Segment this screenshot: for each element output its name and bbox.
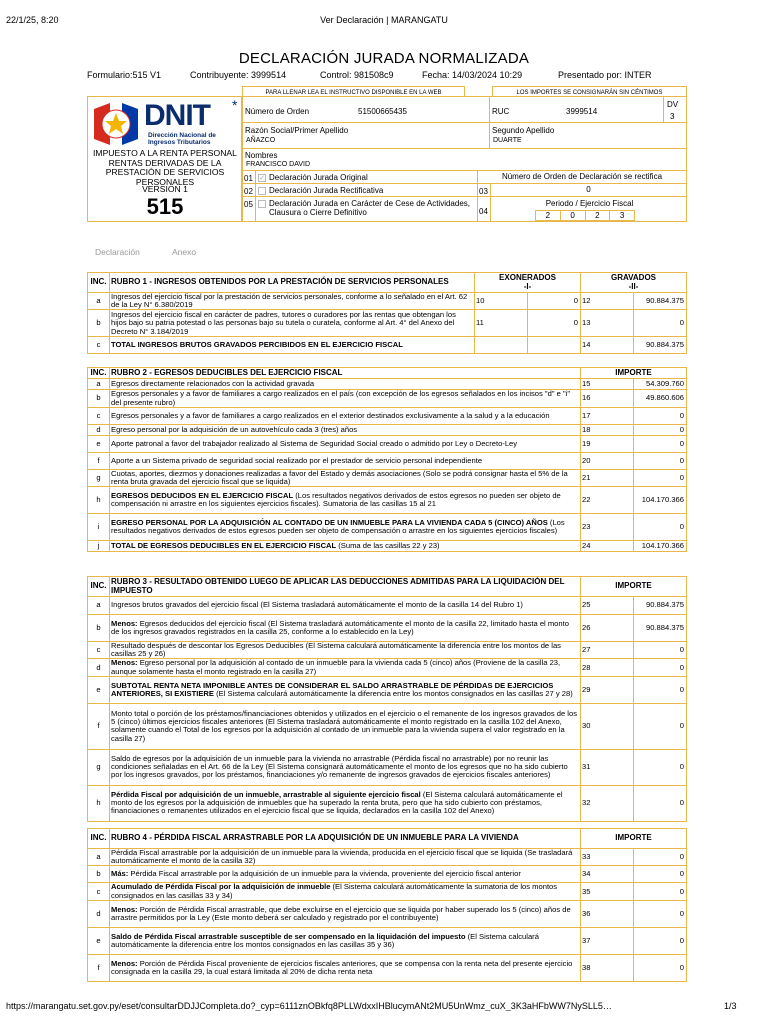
casilla-number: 29 xyxy=(581,676,634,703)
notice-importes: LOS IMPORTES SE CONSIGNARÁN SIN CÉNTIMOS xyxy=(516,90,663,96)
row-description-text: Egresos personales y a favor de familiares a cargo realizados en el país (con excepción de los egresos señalados en los incisos "d" e "i" del presente rubro) xyxy=(111,389,571,407)
table-row xyxy=(88,379,687,390)
row-description-bold: EGRESO PERSONAL POR LA ADQUISICIÓN AL CONTADO DE UN INMUEBLE PARA LA VIVIENDA CADA 5 (CINCO) AÑOS xyxy=(111,518,548,528)
row-description-text: Resultado después de descontar los Egresos Deducibles (El Sistema calculará automáticamente la diferencia entre los montos de las casillas 25 y 26) xyxy=(111,641,561,659)
row-description xyxy=(110,470,581,487)
casilla-number: 18 xyxy=(581,425,634,436)
row-description xyxy=(110,425,581,436)
row-description-text: (Suma de las casillas 22 y 23) xyxy=(336,541,440,551)
code-02: 02 xyxy=(244,187,253,196)
casilla-number: 15 xyxy=(581,379,634,390)
row-letter: e xyxy=(88,676,110,703)
casilla-number: 21 xyxy=(581,470,634,487)
table-row xyxy=(88,703,687,749)
table-row xyxy=(88,749,687,785)
logo-panel xyxy=(87,96,242,222)
row-description xyxy=(110,849,581,866)
row-description xyxy=(110,642,581,659)
table-row xyxy=(88,436,687,453)
tab-declaracion[interactable]: Declaración xyxy=(95,247,140,257)
rubro-3-title: RUBRO 3 - RESULTADO OBTENIDO LUEGO DE APLICAR LAS DEDUCCIONES ADMITIDAS PARA LA LIQUIDACIÓN DEL IMPUESTO xyxy=(110,577,581,597)
row-description-text: Aporte patronal a favor del trabajador realizado al Sistema de Seguridad Social creado o admitido por Ley o Decreto-Ley xyxy=(111,438,518,448)
table-row xyxy=(88,785,687,821)
meta-fecha: Fecha: 14/03/2024 10:29 xyxy=(422,70,523,80)
casilla-value: 0 xyxy=(634,849,687,866)
row-description xyxy=(110,541,581,552)
row-description-text: Monto total o porción de los préstamos/financiaciones obtenidos y utilizados en el ejercicio o el remanente de los ingresos gravados de los 5 (cinco) últimos ejercicios fiscales anteriores (El Sistema trasladará automáticamente el monto registrado en la casilla 102 del Anexo, solamente cuando el Total de los egresos por la adquisición al contado de un inmueble para la vivienda supera el valor registrado en la casilla 27) xyxy=(111,708,578,743)
logo-subtitle-1: Dirección Nacional de xyxy=(148,132,216,139)
row-letter: c xyxy=(88,883,110,900)
casilla-number: 14 xyxy=(581,337,634,354)
print-page-number: 1/3 xyxy=(724,1001,737,1011)
table-row xyxy=(88,883,687,900)
casilla-value: 90.884.375 xyxy=(634,293,687,310)
check-original[interactable] xyxy=(255,170,478,184)
casilla-number: 35 xyxy=(581,883,634,900)
casilla-value: 0 xyxy=(634,659,687,676)
check-rectificativa-label: Declaración Jurada Rectificativa xyxy=(269,186,384,195)
casilla-number: 22 xyxy=(581,487,634,514)
row-description-bold: Menos: xyxy=(111,658,138,668)
casilla-value: 0 xyxy=(634,883,687,900)
importe-header: IMPORTE xyxy=(581,368,687,379)
row-description-text: Egresos directamente relacionados con la actividad gravada xyxy=(111,378,315,388)
inc-header: INC. xyxy=(88,368,110,379)
row-letter: e xyxy=(88,927,110,954)
casilla-number: 31 xyxy=(581,749,634,785)
table-row xyxy=(88,337,687,354)
rubro-4-title: RUBRO 4 - PÉRDIDA FISCAL ARRASTRABLE POR LA ADQUISICIÓN DE UN INMUEBLE PARA LA VIVIENDA xyxy=(110,829,581,849)
row-description xyxy=(110,408,581,425)
casilla-value xyxy=(528,337,581,354)
form-number: 515 xyxy=(146,194,184,219)
row-description xyxy=(110,337,475,354)
orden-label: Número de Orden xyxy=(245,107,310,116)
checkbox-empty-icon xyxy=(258,200,266,208)
table-row xyxy=(88,310,687,337)
row-description xyxy=(110,615,581,642)
casilla-value: 0 xyxy=(634,749,687,785)
rubro-2-table xyxy=(87,367,687,552)
checkbox-empty-icon xyxy=(258,187,266,195)
segundo-apellido-label: Segundo Apellido xyxy=(492,126,555,135)
rubro-2-title: RUBRO 2 - EGRESOS DEDUCIBLES DEL EJERCICIO FISCAL xyxy=(110,368,581,379)
rubro-3-table xyxy=(87,576,687,822)
row-description xyxy=(110,676,581,703)
row-description-text: Aporte a un Sistema privado de seguridad social realizado por el prestador de servicio personal independiente xyxy=(111,455,483,465)
table-row xyxy=(88,849,687,866)
version-label: VERSION 1 xyxy=(142,184,188,194)
print-url: https://marangatu.set.gov.py/eset/consultarDDJJCompleta.do?_cyp=6111znOBkfq8PLLWdxxIHBlucymANt2MU5UnWmz_cuX_3K3aHFbWW7NySLL5… xyxy=(6,1001,612,1011)
casilla-number: 26 xyxy=(581,615,634,642)
table-row xyxy=(88,408,687,425)
impuesto-label: IMPUESTO A LA RENTA PERSONAL RENTAS DERIVADAS DE LA PRESTACIÓN DE SERVICIOS PERSONALES xyxy=(93,148,237,187)
gravados-header xyxy=(581,273,687,293)
row-description xyxy=(110,453,581,470)
table-row xyxy=(88,597,687,615)
row-letter: a xyxy=(88,379,110,390)
casilla-number: 12 xyxy=(581,293,634,310)
casilla-number: 28 xyxy=(581,659,634,676)
nombres-value: FRANCISCO DAVID xyxy=(246,161,311,168)
casilla-value: 0 xyxy=(634,453,687,470)
row-letter: g xyxy=(88,470,110,487)
row-description-bold: Más: xyxy=(111,869,129,879)
print-header xyxy=(0,0,768,25)
casilla-number: 19 xyxy=(581,436,634,453)
dnit-logo: DNIT xyxy=(144,99,210,132)
casilla-value: 0 xyxy=(634,408,687,425)
row-description-text: (El Sistema calculará automáticamente la sumatoria de los montos consignados en las casillas 33 y 34) xyxy=(111,882,558,900)
table-row xyxy=(88,390,687,408)
row-description-bold: Menos: xyxy=(111,618,138,628)
casilla-value: 0 xyxy=(634,900,687,927)
ruc-value: 3999514 xyxy=(566,107,598,116)
row-letter: j xyxy=(88,541,110,552)
row-description-text: (El Sistema calculará automáticamente la diferencia entre los montos consignados en las casillas 35 y 36) xyxy=(111,931,539,949)
casilla-number: 30 xyxy=(581,703,634,749)
rectifica-value: 0 xyxy=(586,185,591,194)
table-row xyxy=(88,927,687,954)
code-05: 05 xyxy=(244,200,253,209)
casilla-value: 0 xyxy=(634,927,687,954)
casilla-value: 0 xyxy=(634,785,687,821)
row-description xyxy=(110,597,581,615)
casilla-number: 25 xyxy=(581,597,634,615)
periodo-digit: 2 xyxy=(535,210,561,221)
table-row xyxy=(88,659,687,676)
rubro-1-table xyxy=(87,272,687,354)
razon-value: AÑAZCO xyxy=(246,137,276,144)
code-04: 04 xyxy=(479,207,488,216)
casilla-number: 27 xyxy=(581,642,634,659)
table-row xyxy=(88,487,687,514)
row-description xyxy=(110,866,581,883)
paraguay-seal-icon xyxy=(92,101,140,147)
casilla-number: 20 xyxy=(581,453,634,470)
row-letter: a xyxy=(88,597,110,615)
row-letter: h xyxy=(88,487,110,514)
casilla-value: 90.884.375 xyxy=(634,597,687,615)
row-letter: d xyxy=(88,659,110,676)
casilla-number: 11 xyxy=(475,310,528,337)
casilla-value: 0 xyxy=(634,470,687,487)
table-row xyxy=(88,425,687,436)
row-letter: f xyxy=(88,453,110,470)
table-row xyxy=(88,293,687,310)
row-description xyxy=(110,379,581,390)
table-row xyxy=(88,615,687,642)
row-description xyxy=(110,514,581,541)
orden-value: 51500665435 xyxy=(358,107,407,116)
table-row xyxy=(88,900,687,927)
casilla-number: 32 xyxy=(581,785,634,821)
row-description-text: Ingresos del ejercicio fiscal por la prestación de servicios personales, conforme a lo señalado en el Art. 62 de la Ley N° 6.380/2019 xyxy=(111,292,468,310)
row-letter: g xyxy=(88,749,110,785)
casilla-value: 49.860.606 xyxy=(634,390,687,408)
exonerados-label: EXONERADOS xyxy=(499,272,556,282)
periodo-digit: 2 xyxy=(586,210,611,221)
row-description xyxy=(110,927,581,954)
row-description-text: Porción de Pérdida Fiscal proveniente de ejercicios fiscales anteriores, que se compensa con la renta neta del presente ejercicio consignada en la casilla 29, la cual estará limitada al 20% de dicha renta neta xyxy=(111,958,573,976)
row-description xyxy=(110,390,581,408)
exonerados-header xyxy=(475,273,581,293)
casilla-number: 10 xyxy=(475,293,528,310)
check-cese-label: Declaración Jurada en Carácter de Cese de Actividades, Clausura o Cierre Definitivo xyxy=(269,199,470,217)
casilla-value: 0 xyxy=(634,425,687,436)
periodo-digit: 3 xyxy=(610,210,635,221)
logo-subtitle-2: Ingresos Tributarios xyxy=(148,139,211,146)
importe-header: IMPORTE xyxy=(581,829,687,849)
importe-header: IMPORTE xyxy=(581,577,687,597)
table-row xyxy=(88,541,687,552)
row-description-bold: Pérdida Fiscal por adquisición de un inmueble, arrastrable al siguiente ejercicio fiscal xyxy=(111,790,421,799)
casilla-value: 0 xyxy=(634,642,687,659)
casilla-value: 0 xyxy=(634,676,687,703)
row-description-bold: Menos: xyxy=(111,904,138,914)
row-letter: i xyxy=(88,514,110,541)
logo-star: * xyxy=(232,97,238,113)
casilla-number: 24 xyxy=(581,541,634,552)
check-original-label: Declaración Jurada Original xyxy=(269,173,368,182)
rubro-1-title: RUBRO 1 - INGRESOS OBTENIDOS POR LA PRESTACIÓN DE SERVICIOS PERSONALES xyxy=(110,273,475,293)
casilla-value: 0 xyxy=(634,514,687,541)
meta-presentado: Presentado por: INTER xyxy=(558,70,652,80)
notice-instructivo: PARA LLENAR LEA EL INSTRUCTIVO DISPONIBLE EN LA WEB xyxy=(265,90,442,96)
row-description-text: Egresos deducidos del ejercicio fiscal (El Sistema trasladará automáticamente el monto de la casilla 22, limitado hasta el monto de los ingresos gravados registrados en la casilla 25, conforme a lo establecido en la Ley) xyxy=(111,618,569,636)
row-description-bold: TOTAL DE EGRESOS DEDUCIBLES EN EL EJERCICIO FISCAL xyxy=(111,541,337,551)
rectifica-label: Número de Orden de Declaración se rectifica xyxy=(501,172,663,181)
print-datetime: 22/1/25, 8:20 xyxy=(6,15,59,25)
row-description-text: Pérdida Fiscal arrastrable por la adquisición de un inmueble para la vivienda, proveniente del ejercicio fiscal anterior xyxy=(128,869,521,879)
casilla-value: 104.170.366 xyxy=(634,487,687,514)
inc-header: INC. xyxy=(88,829,110,849)
row-letter: c xyxy=(88,337,110,354)
row-description xyxy=(110,659,581,676)
row-description-text: (Los resultados negativos derivados de estos egresos no pueden ser objeto de compensación ni arrastre en los siguientes ejercicios fiscales). Sumatoria de las casillas 15 al 21 xyxy=(111,491,561,509)
table-row xyxy=(88,453,687,470)
row-description xyxy=(110,954,581,981)
row-description xyxy=(110,785,581,821)
row-description-text: Egreso personal por la adquisición de un autovehículo cada 3 (tres) años xyxy=(111,424,358,434)
casilla-number: 13 xyxy=(581,310,634,337)
meta-contribuyente: Contribuyente: 3999514 xyxy=(190,70,287,80)
row-description xyxy=(110,703,581,749)
header-form xyxy=(87,86,687,222)
tab-anexo[interactable]: Anexo xyxy=(172,247,197,257)
row-description-text: (Los resultados negativos derivados de estos egresos pueden ser objeto de compensación o arrastre en los siguientes ejercicios fiscales) xyxy=(111,518,565,536)
row-letter: e xyxy=(88,436,110,453)
casilla-number: 38 xyxy=(581,954,634,981)
inc-header: INC. xyxy=(88,577,110,597)
casilla-number: 33 xyxy=(581,849,634,866)
casilla-value: 104.170.366 xyxy=(634,541,687,552)
segundo-apellido-value: DUARTE xyxy=(493,137,522,144)
row-description xyxy=(110,487,581,514)
rubro-4-table xyxy=(87,828,687,982)
row-description-text: TOTAL INGRESOS BRUTOS GRAVADOS PERCIBIDOS EN EL EJERCICIO FISCAL xyxy=(111,340,403,350)
row-letter: d xyxy=(88,900,110,927)
row-description-text: Ingresos brutos gravados del ejercicio fiscal (El Sistema trasladará automáticamente el monto de la casilla 14 del Rubro 1) xyxy=(111,600,523,610)
row-description-text: Saldo de egresos por la adquisición de un inmueble para la vivienda no arrastrable (Pérdida fiscal no arrastrable) por no reunir las condiciones señaladas en el Art. 66 de la Ley (El Sistema consignará automáticamente el monto de los egresos que no ha sido cubierto por los ingresos gravados, por los préstamos, financiaciones y/o remanente de ingresos gravados de ejercicios fiscales anteriores) xyxy=(111,754,568,780)
row-description-text: Pérdida Fiscal arrastrable por la adquisición de un inmueble para la vivienda, producida en el ejercicio fiscal que se liquida (Se trasladará automáticamente el monto de la casilla 32) xyxy=(111,848,573,866)
gravados-label: GRAVADOS xyxy=(610,272,657,282)
casilla-value: 90.884.375 xyxy=(634,337,687,354)
table-row xyxy=(88,514,687,541)
checkbox-checked-icon: ✓ xyxy=(259,174,265,182)
inc-header: INC. xyxy=(88,273,110,293)
periodo-label: Periodo / Ejercicio Fiscal xyxy=(545,199,634,208)
row-description xyxy=(110,436,581,453)
code-03: 03 xyxy=(479,187,488,196)
dv-label: DV xyxy=(667,100,679,109)
row-letter: b xyxy=(88,390,110,408)
row-letter: f xyxy=(88,954,110,981)
row-letter: c xyxy=(88,408,110,425)
row-description-bold: SUBTOTAL RENTA NETA IMPONIBLE ANTES DE CONSIDERAR EL SALDO ARRASTRABLE DE PÉRDIDAS DE EJERCICIOS ANTERIORES, SI EXISTIERE xyxy=(111,680,554,698)
row-letter: h xyxy=(88,785,110,821)
razon-label: Razón Social/Primer Apellido xyxy=(245,126,349,135)
gravados-roman: -II- xyxy=(628,281,639,291)
casilla-number xyxy=(475,337,528,354)
dv-value: 3 xyxy=(670,112,675,121)
row-description xyxy=(110,749,581,785)
casilla-value: 90.884.375 xyxy=(634,615,687,642)
print-footer xyxy=(0,1000,768,1024)
row-description-text: Porción de Pérdida Fiscal arrastrable, que debe excluirse en el ejercicio que se liquida por haber superado los 5 (cinco) años de arrastre permitidos por la Ley (Este monto deberá ser calculado y registrado por el contribuyente) xyxy=(111,904,571,922)
periodo-value xyxy=(535,210,635,221)
table-row xyxy=(88,470,687,487)
meta-formulario: Formulario:515 V1 xyxy=(87,70,162,80)
row-letter: b xyxy=(88,310,110,337)
casilla-value: 0 xyxy=(634,703,687,749)
row-description xyxy=(110,883,581,900)
row-description-text: (El Sistema calculará automáticamente el monto de los egresos por la adquisición de inmuebles que ha superado la renta bruta, pero que ha sido cubierto con préstamos, financiaciones o remanentes utilizados en el ejercicio fiscal que se liquida, declarados en la casilla 102 del Anexo) xyxy=(111,790,563,816)
row-description-bold: Acumulado de Pérdida Fiscal por la adquisición de inmueble xyxy=(111,882,331,892)
row-letter: a xyxy=(88,849,110,866)
exonerados-roman: -I- xyxy=(523,281,532,291)
table-row xyxy=(88,954,687,981)
nombres-label: Nombres xyxy=(245,151,278,160)
casilla-number: 36 xyxy=(581,900,634,927)
row-letter: a xyxy=(88,293,110,310)
casilla-number: 34 xyxy=(581,866,634,883)
casilla-number: 17 xyxy=(581,408,634,425)
row-description-text: Egreso personal por la adquisición al contado de un inmueble para la vivienda cada 5 (cinco) años (Proviene de la casilla 23, aunque solamente hasta el monto registrado en la casilla 27) xyxy=(111,658,561,676)
casilla-value: 0 xyxy=(634,954,687,981)
casilla-value: 0 xyxy=(528,293,581,310)
row-description-text: Cuotas, aportes, diezmos y donaciones realizadas a favor del Estado y demás asociaciones (Solo se podrá consignar hasta el 5% de la renta bruta gravada del ejercicio fiscal que se liquida) xyxy=(111,469,568,487)
document-title: DECLARACIÓN JURADA NORMALIZADA xyxy=(238,50,530,67)
casilla-value: 0 xyxy=(528,310,581,337)
row-description-text: Ingresos del ejercicio fiscal en carácter de padres, tutores o curadores por las rentas que obtengan los hijos bajo su patria potestad o las personas bajo su tutela o curatela, conforme al Art. 4° del Anexo del Decreto N° 3.184/2019 xyxy=(111,310,456,336)
row-letter: b xyxy=(88,866,110,883)
row-description-bold: Saldo de Pérdida Fiscal arrastrable susceptible de ser compensado en la liquidación del impuesto xyxy=(111,931,466,941)
periodo-digit: 0 xyxy=(561,210,586,221)
row-description-bold: EGRESOS DEDUCIDOS EN EL EJERCICIO FISCAL xyxy=(111,491,294,501)
row-description-bold: Menos: xyxy=(111,958,138,968)
ruc-label: RUC xyxy=(492,107,510,116)
row-description-text: (El Sistema calculará automáticamente la diferencia entre los montos consignados en las casillas 27 y 28) xyxy=(213,688,573,698)
row-description xyxy=(110,293,475,310)
row-description xyxy=(110,310,475,337)
code-01: 01 xyxy=(244,174,253,183)
check-rectificativa[interactable] xyxy=(255,183,478,197)
row-letter: c xyxy=(88,642,110,659)
table-row xyxy=(88,866,687,883)
casilla-value: 0 xyxy=(634,436,687,453)
casilla-value: 54.309.760 xyxy=(634,379,687,390)
print-tab-title: Ver Declaración | MARANGATU xyxy=(320,15,448,25)
casilla-number: 16 xyxy=(581,390,634,408)
row-description xyxy=(110,900,581,927)
row-description-text: Egresos personales y a favor de familiares a cargo realizados en el exterior destinados exclusivamente a la salud y a la educación xyxy=(111,410,550,420)
check-cese[interactable] xyxy=(255,196,478,222)
casilla-number: 37 xyxy=(581,927,634,954)
row-letter: d xyxy=(88,425,110,436)
table-row xyxy=(88,676,687,703)
row-letter: b xyxy=(88,615,110,642)
casilla-number: 23 xyxy=(581,514,634,541)
row-letter: f xyxy=(88,703,110,749)
casilla-value: 0 xyxy=(634,310,687,337)
meta-control: Control: 981508c9 xyxy=(320,70,394,80)
table-row xyxy=(88,642,687,659)
casilla-value: 0 xyxy=(634,866,687,883)
